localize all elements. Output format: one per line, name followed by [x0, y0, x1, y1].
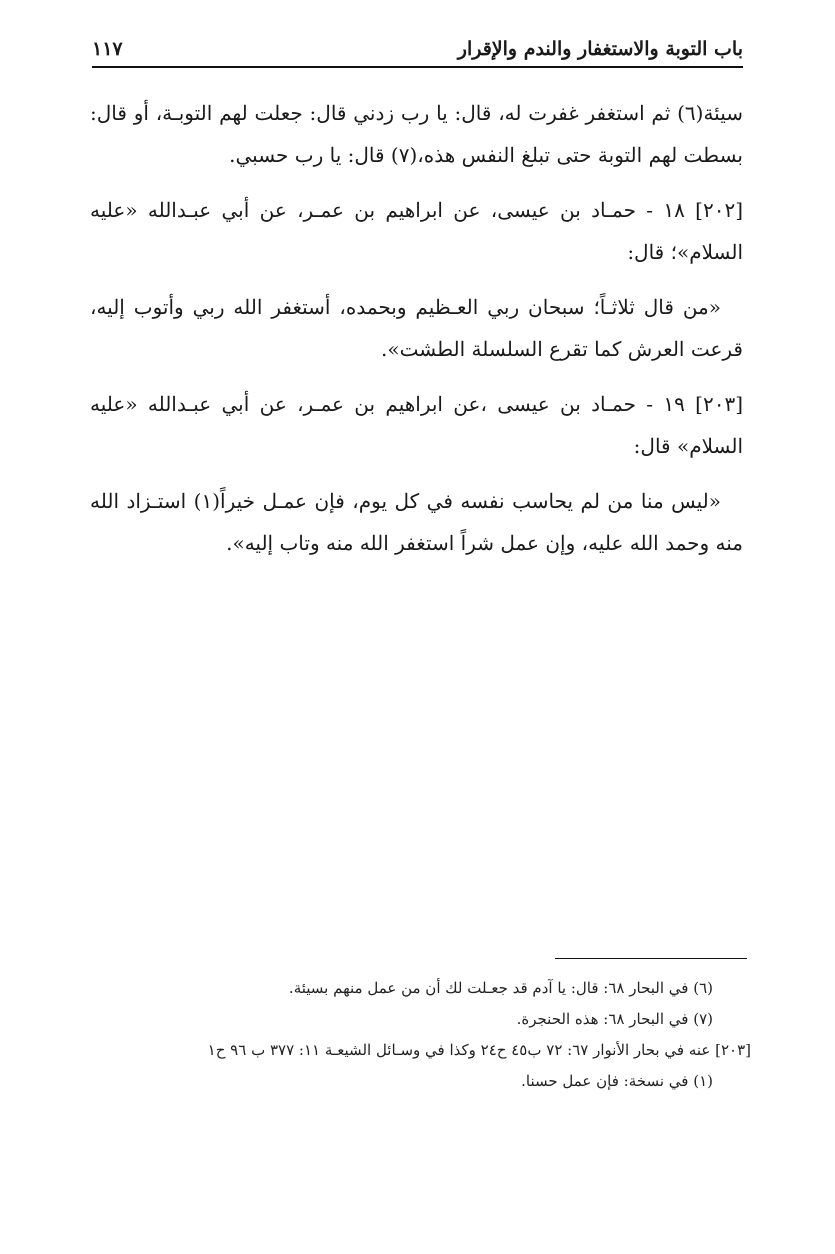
footnotes: [90, 975, 751, 1099]
main-text: [90, 92, 743, 577]
hadith-202-text: «من قال ثلاثـاً؛ سبحان ربي العـظيم وبحمده، أستغفر الله ربي وأتوب إليه، قرعت العرش كما تقرع السلسلة الطشت».: [90, 295, 743, 361]
running-header: [92, 32, 743, 68]
footnote-7: (٧) في البحار ٦٨: هذه الحنجرة.: [516, 1010, 713, 1028]
footnote-source-203: [٢٠٣] عنه في بحار الأنوار ٦٧: ٧٢ ب٤٥ ح٢٤ وكذا في وسـائل الشيعـة ١١: ٣٧٧ ب ٩٦ ح١: [207, 1041, 751, 1059]
footnote-1: (١) في نسخة: فإن عمل حسنا.: [521, 1072, 713, 1090]
footnote-separator: [555, 958, 747, 959]
page-number: ١١٧: [92, 38, 123, 60]
hadith-202-chain: [٢٠٢] ١٨ - حمـاد بن عيسى، عن ابراهيم بن عمـر، عن أبي عبـدالله «عليه السلام»؛ قال:: [90, 198, 743, 264]
paragraph-continuation: سيئة(٦) ثم استغفر غفرت له، قال: يا رب زدني قال: جعلت لهم التوبـة، أو قال: بسطت لهم التوبة حتى تبلغ النفس هذه،(٧) قال: يا رب حسبي.: [90, 101, 743, 167]
hadith-203-text: «ليس منا من لم يحاسب نفسه في كل يوم، فإن عمـل خيراً(١) استـزاد الله منه وحمد الله عليه، وإن عمل شراً استغفر الله منه وتاب إليه».: [90, 489, 743, 555]
hadith-203-chain: [٢٠٣] ١٩ - حمـاد بن عيسى ،عن ابراهيم بن عمـر، عن أبي عبـدالله «عليه السلام» قال:: [90, 392, 743, 458]
footnote-6: (٦) في البحار ٦٨: قال: يا آدم قد جعـلت لك أن من عمل منهم بسيئة.: [288, 979, 713, 997]
chapter-title: باب التوبة والاستغفار والندم والإقرار: [457, 38, 743, 60]
